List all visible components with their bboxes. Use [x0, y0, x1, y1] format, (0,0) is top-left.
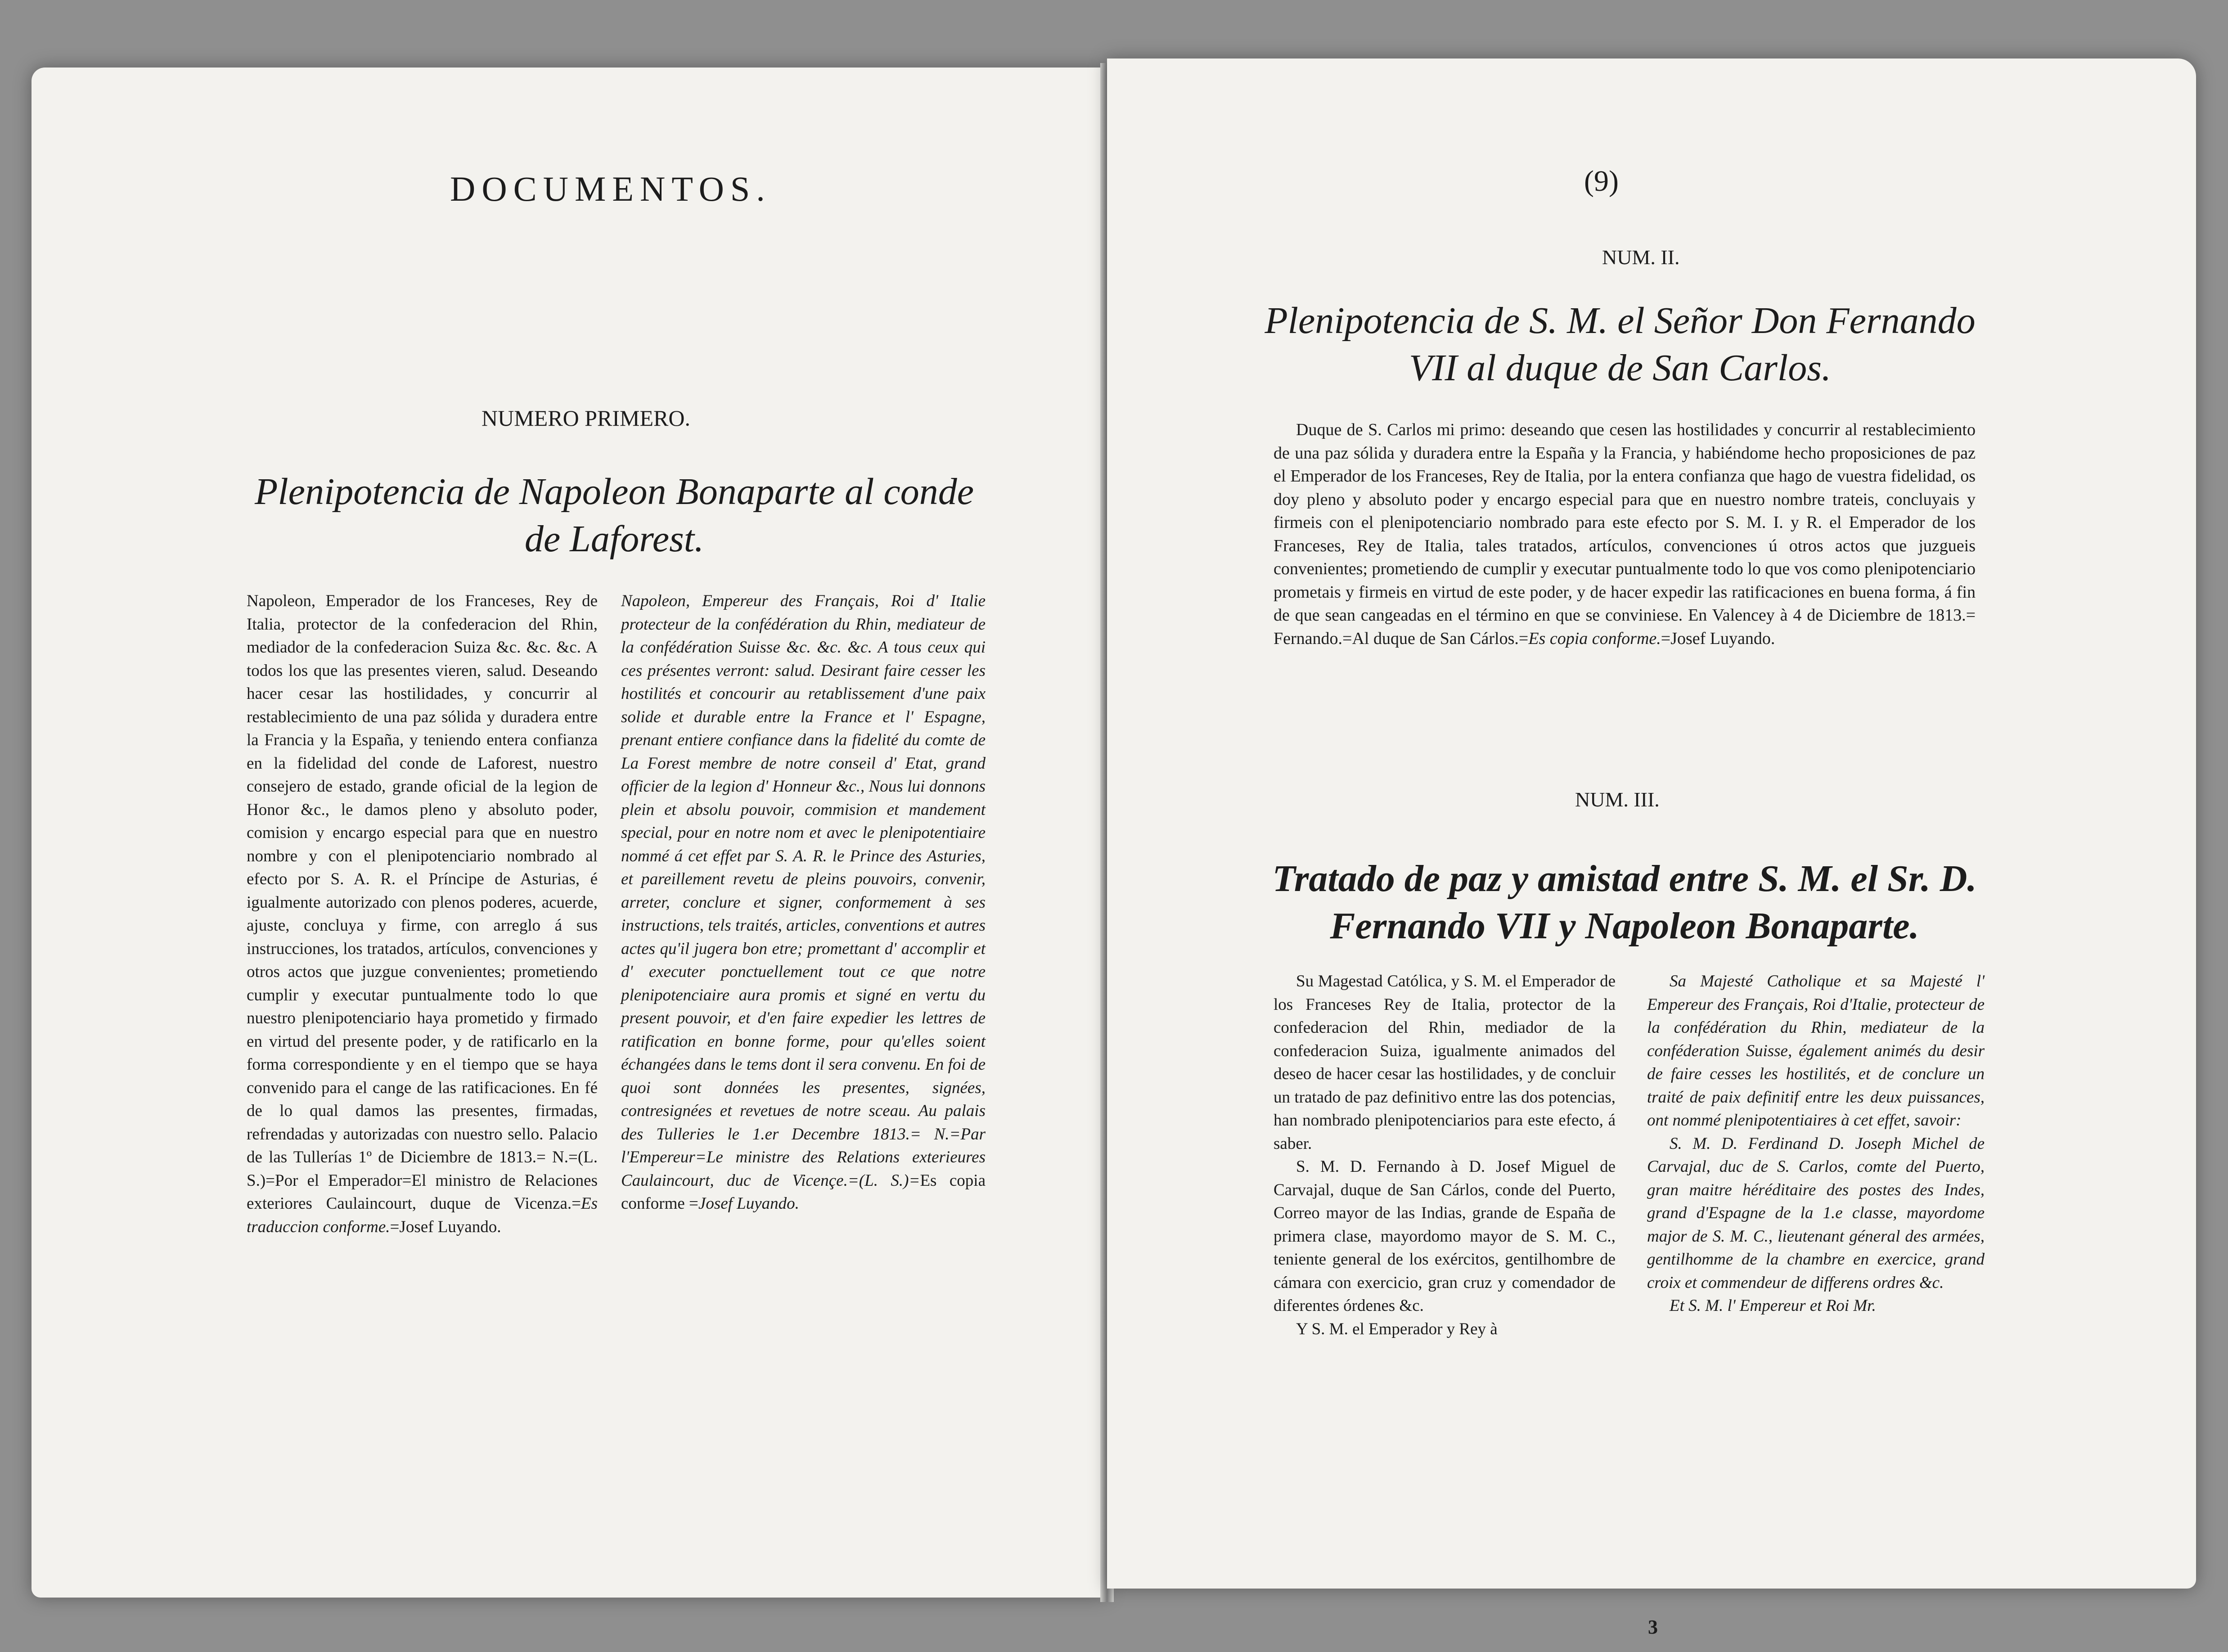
- french-column-tratado: [1647, 970, 1985, 1318]
- heading-plenipotencia-fernando: Plenipotencia de S. M. el Señor Don Fernando VII al duque de San Carlos.: [1265, 300, 1976, 389]
- french-closing-plain: Es copia conforme =: [621, 1171, 986, 1213]
- signature-mark: 3: [1648, 1616, 1658, 1638]
- spanish-text: Napoleon, Emperador de los Franceses, Rey de Italia, protector de la confederacion del Rhin, mediador de la confederacion Suiza &c. &c. &c. A todos los que las presentes vieren, salud. Deseando hacer cesar las hostilidades, y concurrir al restablecimiento de una paz sólida y duradera entre la Francia y la España, y teniendo entera confianza en la fidelidad del conde de Laforest, nuestro consejero de estado, grande oficial de la legion de Honor &c., le damos pleno y absoluto poder, comision y encargo especial para que en nuestro nombre y con el plenipotenciario nombrado al efecto por S. A. R. el Príncipe de Asturias, é igualmente autorizado con plenos poderes, acuerde, ajuste, concluya y firme, con arreglo á sus instrucciones, los tratados, artículos, convenciones y otros actos que juzgue convenientes; prometiendo cumplir y executar puntualmente todo lo que nuestro plenipotenciario haya prometido y firmado en virtud del presente poder, y de ratificarlo en la forma correspondiente y en el tiempo que se haya convenido para el cange de las ratificaciones. En fé de lo qual damos las presentes, firmadas, refrendadas y autorizadas con nuestro sello. Palacio de las Tullerías 1º de Diciembre de 1813.= N.=(L. S.)=Por el Emperador=El ministro de Relaciones exteriores Caulaincourt, duque de Vicenza.=: [247, 592, 598, 1213]
- decree-text: Duque de S. Carlos mi primo: deseando que cesen las hostilidades y concurrir al restablecimiento de una paz sólida y duradera entre la España y la Francia, y habiéndome hecho proposiciones de paz el Emperador de los Franceses, Rey de Italia, por la entera confianza que hago de vuestra fidelidad, os doy pleno y absoluto poder y encargo especial para que en nuestro nombre trateis, concluyais y firmeis con el plenipotenciario nombrado para este efecto por S. M. I. y R. el Emperador de los Franceses, Rey de Italia, tales tratados, artículos, convenciones ú otros actos que juzgueis convenientes; prometiendo de cumplir y executar puntualmente todo lo que vos como plenipotenciario prometais y firmeis en virtud de este poder, y de hacer expedir las ratificaciones en buena forma, á fin de que sean cangeadas en el término en que se conviniese. En Valencey à 4 de Diciembre de 1813.= Fernando.=Al duque de San Cárlos.=: [1274, 420, 1976, 648]
- french-column-napoleon: [621, 590, 986, 1215]
- french-paragraph-3: Et S. M. l' Empereur et Roi Mr.: [1670, 1296, 1876, 1315]
- decree-closing-italic: Es copia conforme.: [1528, 629, 1661, 648]
- spanish-closing-sign: =Josef Luyando.: [390, 1217, 501, 1236]
- french-paragraph-1: Sa Majesté Catholique et sa Majesté l' Empereur des Français, Roi d'Italie, protecteur de la confédération du Rhin, mediateur de la conféderation Suisse, également animés du desir de faire cesses les hostilités, et de conclure un traité de paix definitif entre les deux puissances, ont nommé plenipotentiaires à cet effet, savoir:: [1647, 972, 1985, 1130]
- decree-closing-sign: =Josef Luyando.: [1661, 629, 1775, 648]
- heading-tratado-de-paz: Tratado de paz y amistad entre S. M. el Sr. D. Fernando VII y Napoleon Bonaparte.: [1272, 858, 1977, 947]
- heading-plenipotencia-napoleon: Plenipotencia de Napoleon Bonaparte al conde de Laforest.: [255, 471, 974, 560]
- section-label-num-iii: NUM. III.: [1575, 788, 1660, 811]
- page-number: (9): [1584, 165, 1619, 198]
- french-paragraph-2: S. M. D. Ferdinand D. Joseph Michel de Carvajal, duc de S. Carlos, comte del Puerto, gran maitre héréditaire des postes des Indes, grand d'Espagne de la 1.e classe, mayordome major de S. M. C., lieutenant géneral des armées, gentilhomme de la chambre en exercice, grand croix et commendeur de differens ordres &c.: [1647, 1134, 1985, 1292]
- spanish-column-napoleon: [247, 590, 598, 1238]
- section-label-numero-primero: NUMERO PRIMERO.: [482, 405, 690, 431]
- decree-text-block: [1274, 419, 1976, 650]
- french-closing-italic: Josef Luyando.: [698, 1194, 799, 1213]
- spanish-paragraph-1: Su Magestad Católica, y S. M. el Emperador de los Franceses Rey de Italia, protector de la confederacion del Rhin, mediador de la confederacion Suiza, igualmente animados del deseo de hacer cesar las hostilidades, y de concluir un tratado de paz definitivo entre las dos potencias, han nombrado plenipotenciarios para este efecto, á saber.: [1274, 972, 1616, 1153]
- spanish-paragraph-3: Y S. M. el Emperador y Rey à: [1296, 1319, 1498, 1338]
- french-text: Napoleon, Empereur des Français, Roi d' Italie protecteur de la confédération du Rhin, mediateur de la confédération Suisse &c. &c. &c. A tous ceux qui ces présentes verront: salud. Desirant faire cesser les hostilités et concourir au retablissement d'une paix solide et durable entre la France et l' Espagne, prenant entiere confiance dans la fidelité du comte de La Forest membre de notre conseil d' Etat, grand officier de la legion d' Honneur &c., Nous lui donnons plein et absolu pouvoir, commision et mandement special, pour en notre nom et avec le plenipotentiaire nommé á cet effet par S. A. R. le Prince des Asturies, et pareillement revetu de pleins pouvoirs, convenir, arreter, conclure et signer, conformement à ses instructions, tels traités, articles, conventions et autres actes qu'il jugera bon etre; promettant d' accomplir et d' executer ponctuellement tout ce que notre plenipotenciaire aura promis et signé en vertu du present pouvoir, et d'en faire expedier les lettres de ratification en bonne forme, pour qu'elles soient échangées dans le tems dont il sera convenu. En foi de quoi sont données les presentes, signées, contresignées et revetues de notre sceau. Au palais des Tulleries le 1.er Decembre 1813.= N.=Par l'Empereur=Le ministre des Relations exterieures Caulaincourt, duc de Vicençe.=(L. S.)=: [621, 592, 986, 1190]
- right-page: [1107, 59, 2196, 1589]
- spanish-column-tratado: [1274, 970, 1616, 1341]
- page-title: DOCUMENTOS.: [450, 169, 771, 208]
- spanish-closing-italic: Es traduccion conforme.: [247, 1194, 598, 1236]
- section-label-num-ii: NUM. II.: [1602, 246, 1680, 269]
- spanish-paragraph-2: S. M. D. Fernando à D. Josef Miguel de Carvajal, duque de San Cárlos, conde del Puerto, Correo mayor de las Indias, grande de España de primera clase, mayordomo mayor de S. M. C., teniente general de los exércitos, gentilhombre de cámara con exercicio, gran cruz y comendador de diferentes órdenes &c.: [1274, 1157, 1616, 1315]
